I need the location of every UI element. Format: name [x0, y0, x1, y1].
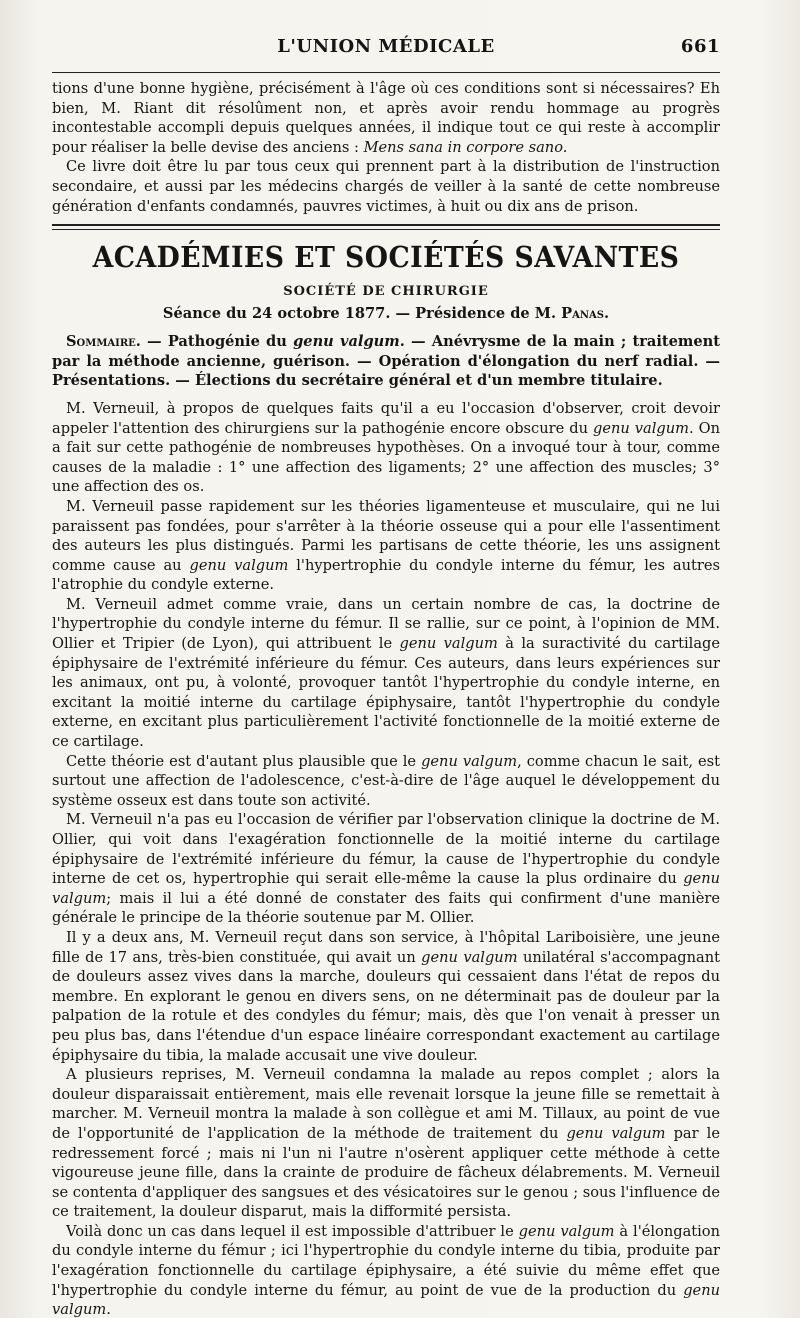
- intro-paragraph-1: tions d'une bonne hygiène, précisément à l'âge où ces conditions sont si nécessaires? Eh bien, M. Riant dit résolûment non, et après avoir rendu hommage au progrès incontestable accompli depuis quelques années, il indique tout ce qui reste à accomplir pour réaliser la belle devise des anciens : Mens sana in corpore sano.: [52, 80, 720, 156]
- body-paragraph-2: M. Verneuil passe rapidement sur les théories ligamenteuse et musculaire, qui ne lui paraissent pas fondées, pour s'arrêter à la théorie osseuse qui a pour elle l'assentiment des auteurs les plus distingués. Parmi les partisans de cette théorie, les uns assignent comme cause au genu valgum l'hypertrophie du condyle interne du fémur, les autres l'atrophie du condyle externe.: [52, 497, 720, 594]
- body-paragraph-4: Cette théorie est d'autant plus plausible que le genu valgum, comme chacun le sait, est surtout une affection de l'adolescence, c'est-à-dire de l'âge auquel le développement du système osseux est dans toute son activité.: [52, 752, 720, 809]
- body-paragraph-8: Voilà donc un cas dans lequel il est impossible d'attribuer le genu valgum à l'élongation du condyle interne du fémur ; ici l'hypertrophie du condyle interne du tibia, produite par l'exagération fonctionnelle du cartilage épiphysaire, a été suivie du même effet que l'hypertrophie du condyle interne du fémur, au point de vue de la production du genu valgum.: [52, 1222, 720, 1318]
- society-name: SOCIÉTÉ DE CHIRURGIE: [283, 284, 489, 300]
- section-divider: [52, 224, 720, 230]
- text-column: [52, 30, 720, 1318]
- sommaire: Sommaire. — Pathogénie du genu valgum. — Anévrysme de la main ; traitement par la méthode ancienne, guérison. — Opération d'élongation du nerf radial. — Présentations. — Élections du secrétaire général et d'un membre titulaire.: [52, 333, 720, 390]
- body-paragraph-3: M. Verneuil admet comme vraie, dans un certain nombre de cas, la doctrine de l'hypertrophie du condyle interne du fémur. Il se rallie, sur ce point, à l'opinion de MM. Ollier et Tripier (de Lyon), qui attribuent le genu valgum à la suractivité du cartilage épiphysaire de l'extrémité inférieure du fémur. Ces auteurs, dans leurs expériences sur les animaux, ont pu, à volonté, provoquer tantôt l'hypertrophie du condyle interne, en excitant la moitié interne du cartilage épiphysaire, tantôt l'hypertrophie du condyle externe, en excitant plus particulièrement l'activité fonctionnelle de la moitié externe de ce cartilage.: [52, 595, 720, 751]
- body-paragraph-6: Il y a deux ans, M. Verneuil reçut dans son service, à l'hôpital Lariboisière, une jeune fille de 17 ans, très-bien constituée, qui avait un genu valgum unilatéral s'accompagnant de douleurs assez vives dans la marche, douleurs qui cessaient dans l'état de repos du membre. En explorant le genou en divers sens, on ne déterminait pas de douleur par la palpation de la rotule et des condyles du fémur; mais, dès que l'on venait à presser un peu plus bas, dans l'étendue d'un espace linéaire correspondant exactement au cartilage épiphysaire du tibia, la malade accusait une vive douleur.: [52, 928, 720, 1064]
- body-paragraph-7: A plusieurs reprises, M. Verneuil condamna la malade au repos complet ; alors la douleur disparaissait entièrement, mais elle revenait lorsque la jeune fille se remettait à marcher. M. Verneuil montra la malade à son collègue et ami M. Tillaux, au point de vue de l'opportunité de l'application de la méthode de traitement du genu valgum par le redressement forcé ; mais ni l'un ni l'autre n'osèrent appliquer cette méthode à cette vigoureuse jeune fille, dans la crainte de produire de fâcheux délabrements. M. Verneuil se contenta d'appliquer des sangsues et des vésicatoires sur le genou ; sous l'influence de ce traitement, la douleur disparut, mais la difformité persista.: [52, 1066, 720, 1221]
- header-rule: [52, 72, 720, 73]
- intro-paragraph-2: Ce livre doit être lu par tous ceux qui prennent part à la distribution de l'instruction secondaire, et aussi par les médecins chargés de veiller à la santé de cette nombreuse génération d'enfants condamnés, pauvres victimes, à huit ou dix ans de prison.: [52, 158, 720, 215]
- seance-line: Séance du 24 octobre 1877. — Présidence de M. Panas.: [162, 305, 610, 323]
- journal-title: L'UNION MÉDICALE: [277, 36, 495, 57]
- page-number: 661: [680, 36, 720, 57]
- latin-motto: Mens sana in corpore sano.: [363, 138, 568, 156]
- running-header: [52, 30, 720, 62]
- sommaire-label: Sommaire: [66, 333, 136, 351]
- president-name: Panas: [561, 305, 604, 323]
- body-paragraph-1: M. Verneuil, à propos de quelques faits qu'il a eu l'occasion d'observer, croit devoir appeler l'attention des chirurgiens sur la pathogénie encore obscure du genu valgum. On a fait sur cette pathogénie de nombreuses hypothèses. On a invoqué tour à tour, comme causes de la maladie : 1° une affection des ligaments; 2° une affection des muscles; 3° une affection des os.: [52, 399, 720, 496]
- section-title: ACADÉMIES ET SOCIÉTÉS SAVANTES: [92, 240, 680, 275]
- body-paragraph-5: M. Verneuil n'a pas eu l'occasion de vérifier par l'observation clinique la doctrine de M. Ollier, qui voit dans l'exagération fonctionnelle de la moitié interne du cartilage épiphysaire de l'extrémité inférieure du fémur, la cause de l'hypertrophie du condyle interne de cet os, hypertrophie qui serait elle-même la cause la plus ordinaire du genu valgum; mais il lui a été donné de constater des faits qui confirment d'une manière générale le principe de la théorie soutenue par M. Ollier.: [52, 811, 720, 927]
